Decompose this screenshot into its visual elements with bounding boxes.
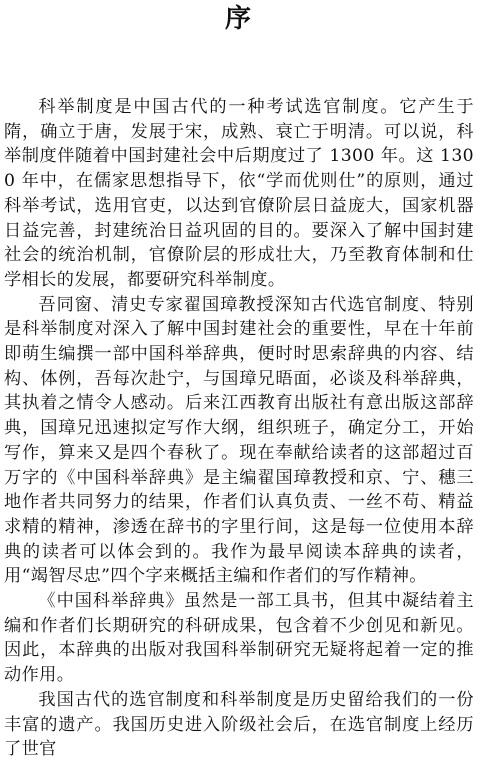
document-body — [4, 95, 474, 762]
paragraph: 科举制度是中国古代的一种考试选官制度。它产生于隋，确立于唐，发展于宋，成熟、衰亡于明清。可以说，科举制度伴随着中国封建社会中后期度过了 1300 年。这 1300 年中，在儒家思想指导下，依“学而优则仕”的原则，通过科举考试，选用官吏，以达到官僚阶层日益庞大，国家机器日益完善，封建统治日益巩固的目的。要深入了解中国封建社会的统治机制，官僚阶层的形成壮大，乃至教育体制和仕学相长的发展，都要研究科举制度。 — [4, 97, 474, 290]
paragraph: 吾同窗、清史专家翟国璋教授深知古代选官制度、特别是科举制度对深入了解中国封建社会的重要性，早在十年前即萌生编撰一部中国科举辞典，便时时思索辞典的内容、结构、体例，吾每次赴宁，与国璋兄晤面，必谈及科举辞典，其执着之情令人感动。后来江西教育出版社有意出版这部辞典，国璋兄迅速拟定写作大纲，组织班子，确定分工，开始写作，算来又是四个春秋了。现在奉献给读者的这部超过百万字的《中国科举辞典》是主编翟国璋教授和京、宁、穗三地作者共同努力的结果，作者们认真负责、一丝不苟、精益求精的精神，渗透在辞书的字里行间，这是每一位使用本辞典的读者可以体会到的。我作为最早阅读本辞典的读者，用“竭智尽忠”四个字来概括主编和作者们的写作精神。 — [4, 294, 474, 587]
paragraph: 我国古代的选官制度和科举制度是历史留给我们的一份丰富的遗产。我国历史进入阶级社会后，在选官制度上经历了世官 — [4, 689, 474, 760]
paragraph: 《中国科举辞典》虽然是一部工具书，但其中凝结着主编和作者们长期研究的科研成果，包含着不少创见和新见。因此，本辞典的出版对我国科举制研究无疑将起着一定的推动作用。 — [4, 591, 474, 686]
document-title: 序 — [224, 4, 253, 34]
